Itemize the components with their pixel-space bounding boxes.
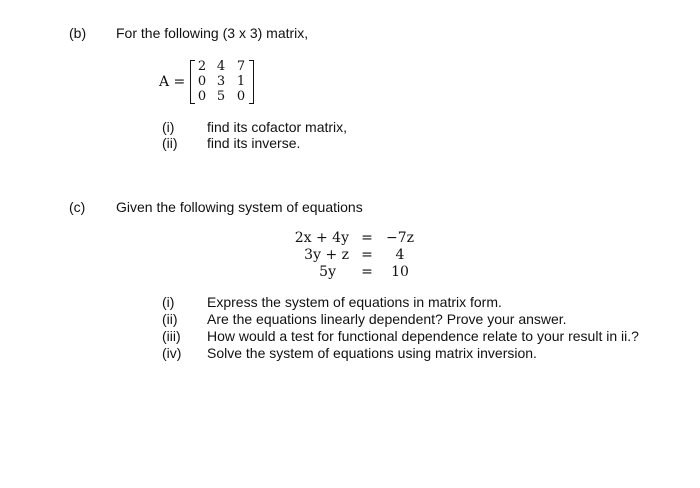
part-c-item-num: (iii)	[162, 328, 181, 344]
matrix-name: A =	[159, 74, 186, 90]
part-b-intro: For the following (3 x 3) matrix,	[116, 25, 309, 41]
equation-equals: =	[361, 247, 373, 263]
equation-equals: =	[361, 264, 373, 280]
part-b-item-num: (ii)	[162, 135, 178, 151]
part-c-item-text: Express the system of equations in matrix form.	[207, 294, 502, 310]
part-c-item-text: Are the equations linearly dependent? Prove your answer.	[207, 311, 567, 327]
matrix-cell: 0	[197, 89, 207, 104]
matrix-cell: 2	[197, 59, 207, 74]
equation-lhs: 2x + 4y	[294, 230, 349, 246]
equation-lhs: 5y	[319, 264, 336, 280]
equation-rhs: 10	[391, 264, 409, 280]
matrix-cell: 1	[236, 74, 246, 89]
part-c-item-text: How would a test for functional dependence relate to your result in ii.?	[207, 328, 639, 344]
equation-rhs: 4	[395, 247, 405, 263]
matrix-cell: 7	[236, 59, 246, 74]
matrix-a	[190, 60, 254, 104]
part-c-label: (c)	[69, 199, 86, 215]
part-c-item-text: Solve the system of equations using matrix inversion.	[207, 345, 537, 361]
part-c-item-num: (iv)	[162, 345, 182, 361]
part-b-item-num: (i)	[162, 119, 175, 135]
part-c-item-num: (i)	[162, 294, 175, 310]
matrix-cell: 5	[216, 89, 226, 104]
part-b-item-text: find its cofactor matrix,	[207, 119, 348, 135]
matrix-cell: 0	[197, 74, 207, 89]
matrix-cell: 3	[216, 74, 226, 89]
equation-rhs: −7z	[385, 230, 414, 246]
part-c-intro: Given the following system of equations	[116, 199, 363, 215]
equation-equals: =	[361, 230, 373, 246]
part-b-label: (b)	[69, 25, 87, 41]
matrix-right-bracket	[249, 60, 254, 104]
matrix-cell: 4	[216, 59, 226, 74]
part-c-item-num: (ii)	[162, 311, 178, 327]
matrix-cell: 0	[236, 89, 246, 104]
part-b-item-text: find its inverse.	[207, 135, 301, 151]
equation-lhs: 3y + z	[304, 247, 349, 263]
